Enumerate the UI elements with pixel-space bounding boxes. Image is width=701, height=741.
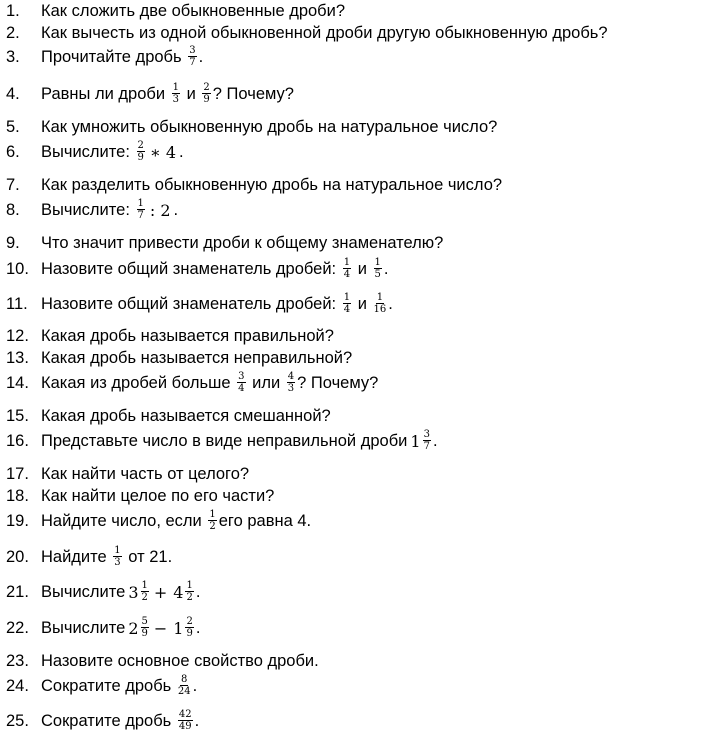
whole-number: 3 <box>128 582 139 602</box>
math-operator: : 2 <box>149 200 171 220</box>
fraction-denominator: 7 <box>423 441 430 452</box>
fraction-numerator: 1 <box>343 257 351 268</box>
question-text-part: . <box>388 294 393 313</box>
question-text <box>41 581 200 603</box>
question-text <box>41 546 172 568</box>
fraction <box>172 83 180 105</box>
question-text-part: . <box>195 582 201 601</box>
fraction <box>137 199 145 221</box>
fraction-denominator: 9 <box>203 94 210 105</box>
question-number: 18. <box>6 486 29 505</box>
math-operator: + <box>153 582 168 602</box>
question-text-part: . <box>194 711 200 730</box>
question-text-part: . <box>198 47 204 66</box>
question-text-part: и <box>357 259 367 278</box>
fraction-numerator: 2 <box>137 140 144 151</box>
question-text <box>41 258 388 280</box>
question-number: 20. <box>6 547 29 566</box>
fraction <box>185 581 193 603</box>
question-text <box>41 372 378 394</box>
question-text-part: . <box>383 259 389 278</box>
question-text-part: Вычислите: <box>41 142 130 161</box>
question-text-part: Какая из дробей больше <box>41 373 231 392</box>
question-text-part: Сократите дробь <box>41 711 172 730</box>
question-text <box>41 710 199 732</box>
question-text-part: ? Почему? <box>297 373 379 392</box>
fraction-denominator: 16 <box>373 304 387 315</box>
fraction-numerator: 1 <box>114 545 121 556</box>
fraction <box>208 510 216 532</box>
fraction-numerator: 3 <box>189 45 196 56</box>
fraction-denominator: 9 <box>137 152 144 163</box>
fraction-denominator: 24 <box>177 686 191 697</box>
fraction-numerator: 2 <box>203 82 210 93</box>
question-text-part: Назовите общий знаменатель дробей: <box>41 259 337 278</box>
question-text: Что значит привести дроби к общему знаменателю? <box>41 233 444 252</box>
fraction-denominator: 3 <box>287 383 295 394</box>
question-number: 14. <box>6 373 29 392</box>
question-text-part: Прочитайте дробь <box>41 47 182 66</box>
question-text-part: . <box>173 200 179 219</box>
question-number: 12. <box>6 326 29 345</box>
fraction <box>287 372 295 394</box>
question-text-part: Сократите дробь <box>41 676 172 695</box>
fraction-numerator: 1 <box>172 82 180 93</box>
question-number: 16. <box>6 431 29 450</box>
question-number: 11. <box>6 294 28 313</box>
question-number: 10. <box>6 259 29 278</box>
fraction <box>343 293 351 315</box>
question-number: 7. <box>6 175 20 194</box>
question-number: 17. <box>6 464 29 483</box>
question-text-part: Вычислите: <box>41 200 130 219</box>
fraction-denominator: 4 <box>343 269 351 280</box>
fraction-denominator: 49 <box>178 721 192 732</box>
fraction-denominator: 5 <box>374 269 381 280</box>
question-text: Какая дробь называется смешанной? <box>41 406 331 425</box>
question-text <box>41 199 178 221</box>
fraction-denominator: 4 <box>343 304 351 315</box>
math-operator: − <box>153 618 168 638</box>
question-text-part: ? Почему? <box>212 84 294 103</box>
question-number: 3. <box>6 47 20 66</box>
fraction-numerator: 2 <box>186 616 193 627</box>
question-number: 4. <box>6 84 20 103</box>
fraction-numerator: 1 <box>343 292 351 303</box>
question-text <box>41 293 393 315</box>
fraction-numerator: 1 <box>137 198 144 209</box>
question-text <box>41 617 200 639</box>
fraction <box>113 546 121 568</box>
fraction-denominator: 4 <box>238 383 245 394</box>
fraction-numerator: 5 <box>141 616 148 627</box>
fraction-numerator: 1 <box>141 580 148 591</box>
question-text <box>41 675 197 697</box>
fraction <box>141 617 149 639</box>
question-text-part: от 21. <box>128 547 173 566</box>
fraction-denominator: 7 <box>137 210 144 221</box>
math-operator: ∗ 4 <box>149 142 177 162</box>
whole-number: 2 <box>128 618 139 638</box>
question-text-part: Вычислите <box>41 582 126 601</box>
question-number: 9. <box>6 233 20 252</box>
question-number: 22. <box>6 618 29 637</box>
question-text <box>41 430 438 452</box>
question-text-part: . <box>192 676 198 695</box>
question-text <box>41 83 294 105</box>
question-text-part: Вычислите <box>41 618 126 637</box>
question-number: 8. <box>6 200 20 219</box>
question-text-part: Найдите число, если <box>41 511 202 530</box>
question-text: Назовите основное свойство дроби. <box>41 651 319 670</box>
whole-number: 1 <box>173 618 184 638</box>
fraction-numerator: 3 <box>238 371 245 382</box>
fraction <box>178 675 191 697</box>
question-text <box>41 510 311 532</box>
question-text <box>41 141 184 163</box>
whole-number: 1 <box>410 431 421 451</box>
fraction <box>141 581 149 603</box>
question-text-part: Представьте число в виде неправильной дроби <box>41 431 408 450</box>
fraction-denominator: 3 <box>172 94 180 105</box>
question-text: Как вычесть из одной обыкновенной дроби другую обыкновенную дробь? <box>41 23 608 42</box>
question-number: 1. <box>6 1 20 20</box>
question-number: 19. <box>6 511 29 530</box>
fraction-numerator: 1 <box>186 580 193 591</box>
fraction <box>178 710 193 732</box>
fraction <box>423 430 431 452</box>
fraction-denominator: 7 <box>189 57 196 68</box>
fraction-denominator: 3 <box>114 557 121 568</box>
fraction <box>374 258 382 280</box>
question-number: 6. <box>6 142 20 161</box>
question-text-part: Найдите <box>41 547 107 566</box>
question-number: 5. <box>6 117 20 136</box>
question-text: Как разделить обыкновенную дробь на натуральное число? <box>41 175 503 194</box>
question-text-part: . <box>432 431 438 450</box>
question-text-part: . <box>195 618 201 637</box>
fraction-numerator: 1 <box>376 292 384 303</box>
fraction-numerator: 4 <box>287 371 295 382</box>
fraction-numerator: 3 <box>423 429 430 440</box>
fraction <box>202 83 210 105</box>
question-number: 21. <box>6 582 29 601</box>
question-text <box>41 46 203 68</box>
fraction <box>374 293 387 315</box>
question-text-part: и <box>186 84 196 103</box>
question-text-part: его равна 4. <box>218 511 312 530</box>
fraction <box>137 141 145 163</box>
question-number: 15. <box>6 406 29 425</box>
question-number: 13. <box>6 348 29 367</box>
fraction-denominator: 2 <box>141 592 148 603</box>
question-number: 25. <box>6 711 29 730</box>
question-number: 2. <box>6 23 20 42</box>
fraction <box>188 46 196 68</box>
question-text: Как сложить две обыкновенные дроби? <box>41 1 346 20</box>
fraction-numerator: 8 <box>181 674 188 685</box>
question-number: 23. <box>6 651 29 670</box>
question-text-part: и <box>357 294 367 313</box>
whole-number: 4 <box>173 582 184 602</box>
fraction <box>185 617 193 639</box>
fraction-numerator: 1 <box>374 257 381 268</box>
fraction-denominator: 9 <box>141 628 148 639</box>
fraction-denominator: 2 <box>209 521 216 532</box>
question-text: Как найти часть от целого? <box>41 464 250 483</box>
question-text-part: или <box>252 373 281 392</box>
question-text-part: Назовите общий знаменатель дробей: <box>41 294 337 313</box>
question-text: Какая дробь называется неправильной? <box>41 348 353 367</box>
fraction <box>237 372 245 394</box>
question-number: 24. <box>6 676 29 695</box>
fraction-denominator: 9 <box>186 628 193 639</box>
fraction-denominator: 2 <box>186 592 193 603</box>
question-text-part: Равны ли дроби <box>41 84 166 103</box>
fraction-numerator: 42 <box>178 709 192 720</box>
question-text: Какая дробь называется правильной? <box>41 326 334 345</box>
fraction <box>343 258 351 280</box>
question-text: Как умножить обыкновенную дробь на натуральное число? <box>41 117 498 136</box>
fraction-numerator: 1 <box>209 509 216 520</box>
question-text-part: . <box>179 142 184 161</box>
question-text: Как найти целое по его части? <box>41 486 275 505</box>
